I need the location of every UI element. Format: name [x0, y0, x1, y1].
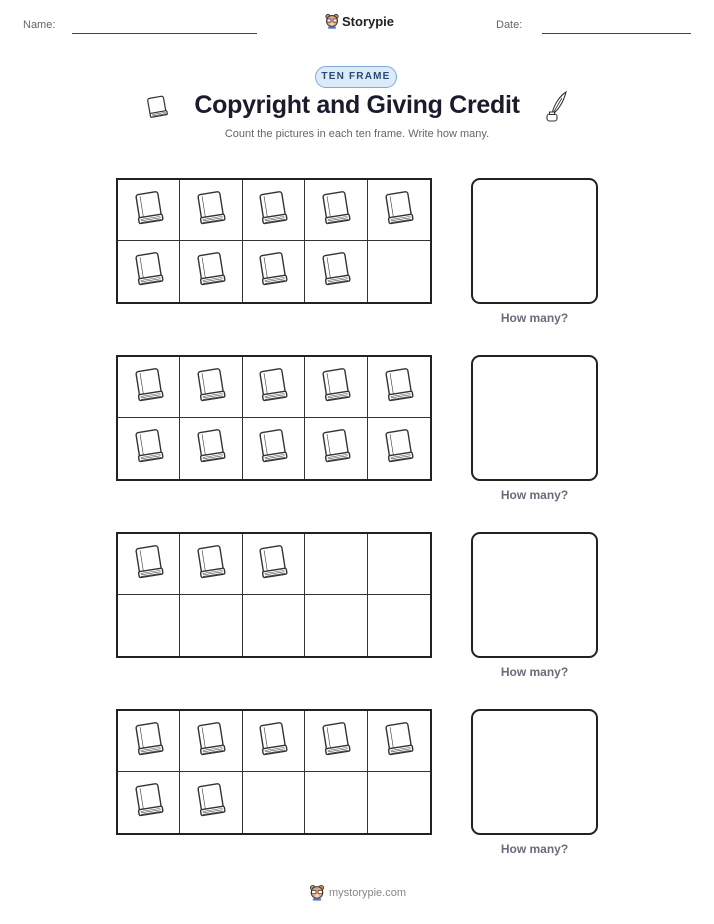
brand-logo — [325, 13, 394, 29]
book-icon — [317, 364, 355, 411]
book-icon — [380, 425, 418, 472]
book-icon — [192, 364, 230, 411]
book-icon — [254, 541, 292, 588]
ten-frame-cell — [243, 534, 305, 595]
ten-frame-cell — [180, 534, 242, 595]
ten-frame-cell — [243, 418, 305, 479]
book-icon — [130, 718, 168, 765]
book-icon — [317, 248, 355, 295]
ten-frame-cell — [180, 241, 242, 302]
book-icon — [380, 364, 418, 411]
book-icon — [254, 718, 292, 765]
book-icon — [254, 248, 292, 295]
brand-name: Storypie — [342, 13, 395, 29]
book-icon — [254, 425, 292, 472]
book-icon — [192, 779, 230, 826]
ten-frame-cell — [368, 711, 430, 772]
book-icon — [317, 718, 355, 765]
book-icon — [380, 187, 418, 234]
ten-frame-cell — [368, 180, 430, 241]
ten-frame-cell — [180, 772, 242, 833]
book-icon — [192, 718, 230, 765]
instructions: Count the pictures in each ten frame. Write how many. — [224, 128, 490, 140]
ten-frame-cell — [368, 534, 430, 595]
ten-frame-cell — [368, 241, 430, 302]
book-icon — [317, 425, 355, 472]
ten-frame-cell — [305, 711, 367, 772]
ten-frame-cell — [243, 357, 305, 418]
ten-frame-badge: TEN FRAME — [315, 66, 397, 88]
ten-frame-cell — [368, 595, 430, 656]
ten-frame-cell — [243, 772, 305, 833]
ten-frame-3 — [116, 532, 432, 658]
ten-frame-cell — [118, 711, 180, 772]
page-title: Copyright and Giving Credit — [194, 91, 520, 119]
book-icon — [254, 187, 292, 234]
ten-frame-cell — [180, 711, 242, 772]
ten-frame-cell — [180, 180, 242, 241]
ten-frame-cell — [180, 418, 242, 479]
ten-frame-cell — [118, 357, 180, 418]
date-line[interactable] — [542, 33, 691, 34]
ten-frame-cell — [243, 711, 305, 772]
how-many-label: How many? — [500, 311, 569, 325]
ten-frame-cell — [368, 418, 430, 479]
book-icon — [130, 779, 168, 826]
ten-frame-cell — [180, 595, 242, 656]
ten-frame-cell — [305, 534, 367, 595]
answer-box-1[interactable] — [471, 178, 598, 304]
book-icon — [192, 187, 230, 234]
book-icon — [130, 425, 168, 472]
book-icon — [130, 248, 168, 295]
ten-frame-cell — [305, 241, 367, 302]
book-icon — [254, 364, 292, 411]
quill-inkwell-icon — [542, 90, 570, 124]
how-many-label: How many? — [500, 665, 569, 679]
ten-frame-cell — [305, 595, 367, 656]
book-icon — [130, 364, 168, 411]
book-icon — [192, 425, 230, 472]
ten-frame-cell — [118, 418, 180, 479]
ten-frame-cell — [118, 534, 180, 595]
answer-box-3[interactable] — [471, 532, 598, 658]
ten-frame-2 — [116, 355, 432, 481]
bear-mascot-icon — [309, 884, 325, 901]
book-icon — [380, 718, 418, 765]
how-many-label: How many? — [500, 488, 569, 502]
how-many-label: How many? — [500, 842, 569, 856]
footer-url[interactable]: mystorypie.com — [329, 886, 407, 899]
ten-frame-cell — [118, 595, 180, 656]
ten-frame-cell — [118, 772, 180, 833]
date-label: Date: — [496, 19, 523, 31]
ten-frame-4 — [116, 709, 432, 835]
book-icon — [192, 541, 230, 588]
ten-frame-cell — [180, 357, 242, 418]
bear-mascot-icon — [325, 13, 339, 29]
book-icon — [130, 541, 168, 588]
answer-box-4[interactable] — [471, 709, 598, 835]
ten-frame-cell — [368, 772, 430, 833]
ten-frame-cell — [118, 180, 180, 241]
ten-frame-cell — [118, 241, 180, 302]
ten-frame-cell — [305, 418, 367, 479]
ten-frame-cell — [243, 241, 305, 302]
ten-frame-cell — [305, 772, 367, 833]
ten-frame-cell — [305, 180, 367, 241]
footer — [309, 884, 406, 901]
ten-frame-cell — [368, 357, 430, 418]
book-icon — [317, 187, 355, 234]
book-icon — [192, 248, 230, 295]
answer-box-2[interactable] — [471, 355, 598, 481]
ten-frame-1 — [116, 178, 432, 304]
ten-frame-cell — [243, 595, 305, 656]
ten-frame-cell — [243, 180, 305, 241]
name-label: Name: — [23, 19, 56, 31]
name-line[interactable] — [72, 33, 257, 34]
ten-frame-cell — [305, 357, 367, 418]
book-icon — [130, 187, 168, 234]
